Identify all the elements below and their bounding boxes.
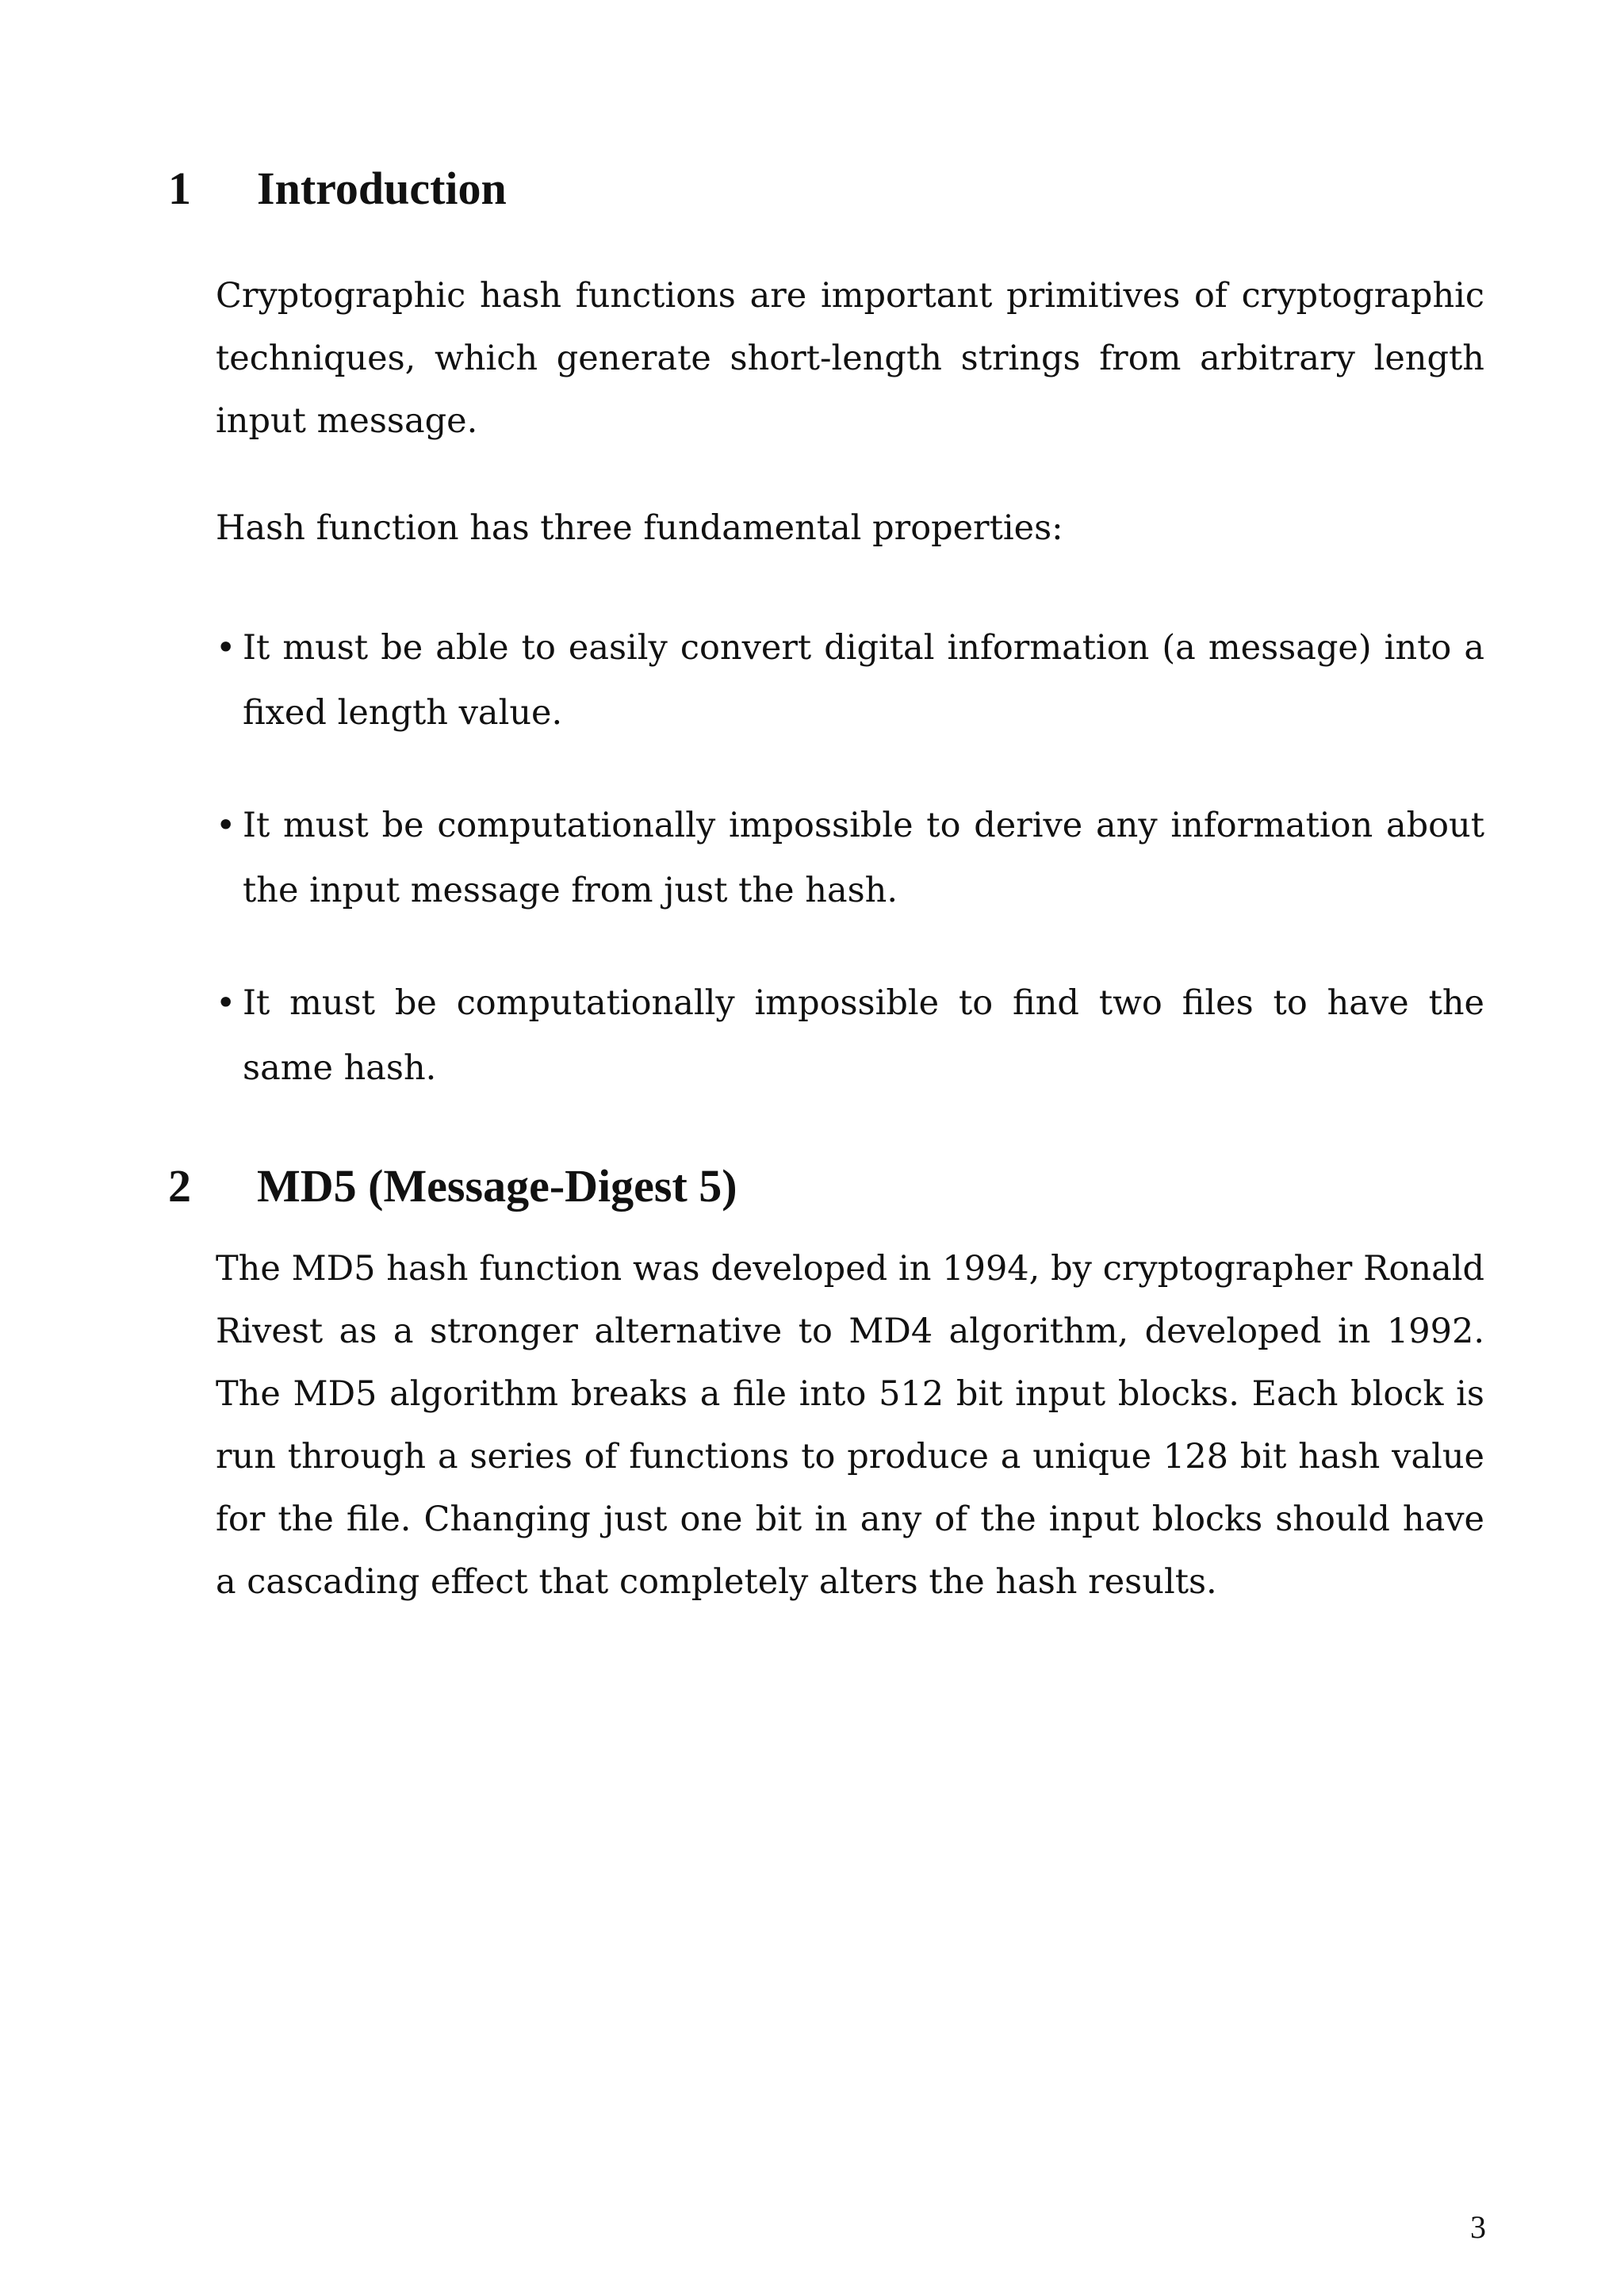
intro-paragraph: Cryptographic hash functions are important primitives of cryptographic techniques, which generate short-length strings from arbitrary length input message. (216, 276, 1484, 441)
section-number: 1 (168, 163, 191, 214)
section-heading-md5 (168, 1159, 737, 1214)
properties-lead-in: Hash function has three fundamental properties: (216, 508, 1063, 548)
page-number: 3 (1470, 2209, 1486, 2245)
section-heading-introduction (168, 161, 507, 216)
bullet-icon: • (216, 806, 236, 845)
bullet-icon: • (216, 983, 236, 1023)
md5-paragraph: The MD5 hash function was developed in 1994, by cryptographer Ronald Rivest as a stronger alternative to MD4 algorithm, developed in 1992. The MD5 algorithm breaks a file into 512 bit input blocks. Each block is run through a series of functions to produce a unique 128 bit hash value for the file. Changing just one bit in any of the input blocks should have a cascading effect that completely alters the hash results. (216, 1249, 1484, 1602)
bullet-icon: • (216, 628, 236, 668)
list-item (216, 793, 1484, 923)
list-item-text: It must be computationally impossible to derive any information about the input message from just the hash. (243, 806, 1484, 910)
list-item-text: It must be computationally impossible to find two files to have the same hash. (243, 983, 1484, 1088)
list-item (216, 971, 1484, 1101)
section-number: 2 (168, 1160, 191, 1212)
section-title: MD5 (Message-Digest 5) (257, 1160, 737, 1212)
list-item-text: It must be able to easily convert digital information (a message) into a fixed length value. (243, 628, 1484, 733)
section-title: Introduction (257, 163, 507, 214)
list-item (216, 615, 1484, 745)
